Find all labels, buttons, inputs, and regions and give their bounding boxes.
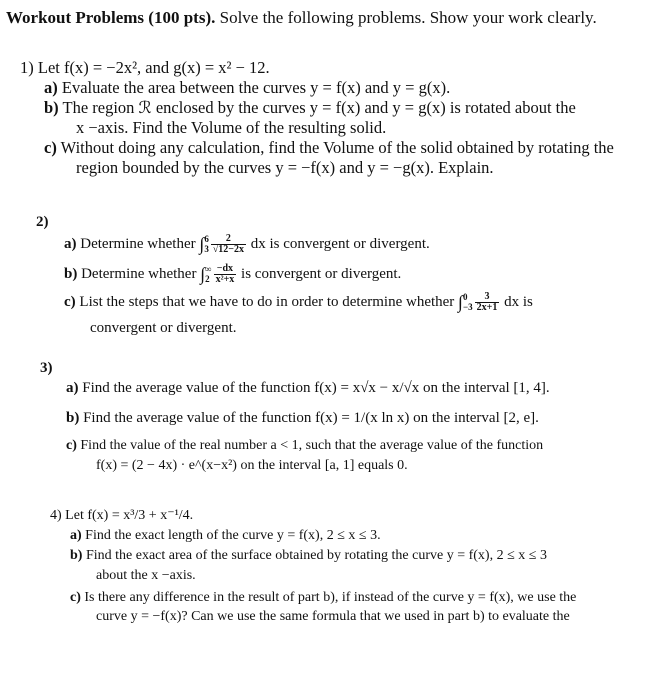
problem-3c: c) Find the value of the real number a < 1, such that the average value of the function [66, 438, 544, 453]
problem-2c-cont: convergent or divergent. [90, 320, 237, 336]
problem-4-number: 4) [50, 508, 62, 523]
problem-3-number: 3) [40, 360, 53, 376]
fraction: $\frac{2}{√12-2x}$ [212, 233, 244, 255]
problem-2b: b) Determine whether ∫ ∞ 2 $\frac{-dx}{\text{x²+x}}$ is convergent or divergent. [64, 263, 402, 285]
problem-1b-cont: x −axis. Find the Volume of the resulting solid. [76, 118, 387, 137]
problem-4-text: Let f(x) = x³/3 + x⁻¹/4. [65, 508, 194, 523]
problem-1b: b) The region ℛ enclosed by the curves y = f(x) and y = g(x) is rotated about the [44, 98, 576, 117]
problem-1a: a) Evaluate the area between the curves y = f(x) and y = g(x). [44, 78, 451, 97]
problem-3a: a) Find the average value of the function f(x) = x√x − x/√x on the interval [1, 4]. [66, 380, 550, 396]
problem-1-number: 1) [20, 58, 34, 77]
integral-sign: ∫ [458, 292, 463, 312]
worksheet-header [6, 8, 597, 28]
header-title: Workout Problems (100 pts). [6, 8, 216, 27]
problem-4b-cont: about the x −axis. [96, 568, 196, 583]
problem-1-text: Let f(x) = −2x², and g(x) = x² − 12. [37, 58, 270, 77]
problem-3c-cont: f(x) = (2 − 4x) · e^(x−x²) on the interval [a, 1] equals 0. [96, 458, 408, 473]
problem-1c-cont: region bounded by the curves y = −f(x) and y = −g(x). Explain. [76, 158, 494, 177]
problem-1-stem [20, 58, 270, 78]
problem-3b: b) Find the average value of the function f(x) = 1/(x ln x) on the interval [2, e]. [66, 410, 539, 426]
problem-4a: a) Find the exact length of the curve y = f(x), 2 ≤ x ≤ 3. [70, 528, 381, 543]
problem-4c-cont: curve y = −f(x)? Can we use the same formula that we used in part b) to evaluate the [96, 609, 570, 624]
fraction: $\frac{-dx}{\text{x²+x}}$ [215, 263, 235, 285]
integral-sign: ∫ [199, 234, 205, 254]
integral-sign: ∫ [200, 264, 206, 284]
problem-4c: c) Is there any difference in the result of part b), if instead of the curve y = f(x), we use the [70, 590, 577, 605]
problem-2c: c) List the steps that we have to do in order to determine whether ∫ 0 −3 $\frac{3}{2x+1}$ dx is [64, 291, 533, 313]
fraction: $\frac{3}{2x+1}$ [476, 291, 498, 313]
problem-1c: c) Without doing any calculation, find the Volume of the solid obtained by rotating the [44, 138, 614, 157]
problem-4-stem [50, 507, 193, 524]
problem-2-number: 2) [36, 214, 49, 230]
problem-4b: b) Find the exact area of the surface obtained by rotating the curve y = f(x), 2 ≤ x ≤ 3 [70, 548, 547, 563]
header-instructions: Solve the following problems. Show your work clearly. [219, 8, 597, 27]
problem-2a: a) Determine whether ∫ 6 3 $\frac{2}{√12-2x}$ dx is convergent or divergent. [64, 233, 430, 255]
